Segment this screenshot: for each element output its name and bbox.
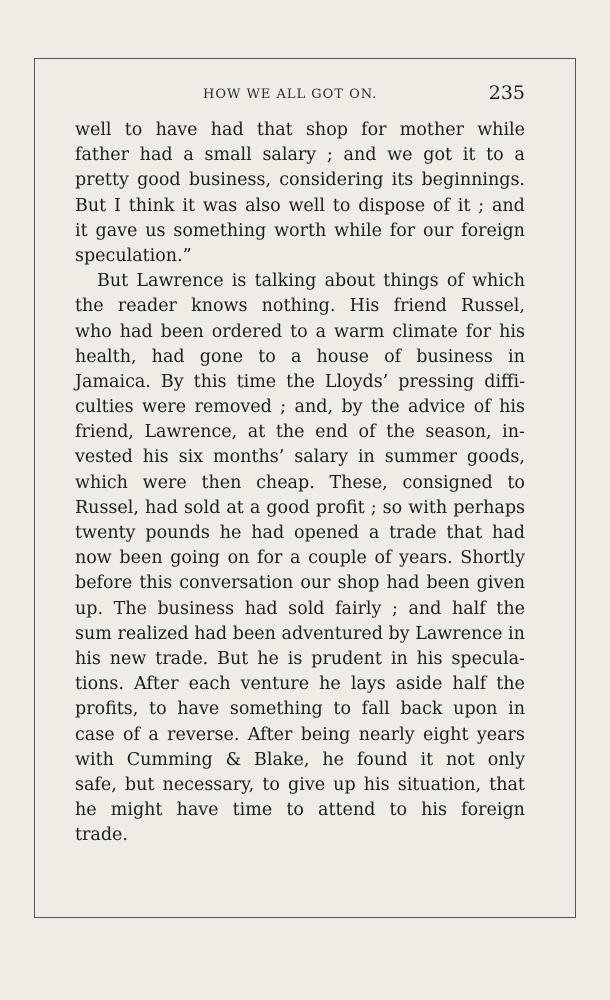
running-title: HOW WE ALL GOT ON. <box>203 87 378 102</box>
text-line: safe, but necessary, to give up his situation, that <box>75 774 525 795</box>
text-line: which were then cheap. These, consigned to <box>75 472 525 493</box>
text-line: sum realized had been adventured by Lawrence in <box>75 623 525 644</box>
text-line: his new trade. But he is prudent in his specula- <box>75 648 525 669</box>
text-line: Russel, had sold at a good profit ; so with perhaps <box>75 497 525 518</box>
text-line: friend, Lawrence, at the end of the season, in- <box>75 422 525 443</box>
text-line: pretty good business, considering its beginnings. <box>75 170 525 191</box>
text-line: now been going on for a couple of years. Shortly <box>75 548 525 569</box>
text-line: with Cumming & Blake, he found it not only <box>75 749 525 770</box>
text-line: case of a reverse. After being nearly eight years <box>75 724 525 745</box>
page-number: 235 <box>488 82 525 104</box>
text-line: tions. After each venture he lays aside half the <box>75 674 525 695</box>
text-line: vested his six months’ salary in summer goods, <box>75 447 525 468</box>
text-line: profits, to have something to fall back upon in <box>75 699 525 720</box>
text-line: culties were removed ; and, by the advice of his <box>75 397 525 418</box>
text-line: well to have had that shop for mother while <box>75 120 525 140</box>
text-line: But I think it was also well to dispose of it ; and <box>75 195 525 216</box>
text-line: father had a small salary ; and we got it to a <box>75 145 525 166</box>
text-line: who had been ordered to a warm climate for his <box>75 321 525 342</box>
text-line: trade. <box>75 825 128 846</box>
text-line: up. The business had sold fairly ; and half the <box>75 598 525 619</box>
text-line: Jamaica. By this time the Lloyds’ pressing diffi- <box>75 371 525 392</box>
body-text <box>75 118 525 848</box>
text-line: health, had gone to a house of business in <box>75 346 525 367</box>
text-line: the reader knows nothing. His friend Russel, <box>75 296 525 317</box>
text-line: he might have time to attend to his foreign <box>75 800 525 821</box>
text-line: it gave us something worth while for our foreign <box>75 220 525 241</box>
paragraph <box>75 118 525 269</box>
paragraph <box>75 269 525 848</box>
text-line: speculation.” <box>75 245 192 266</box>
text-line: before this conversation our shop had been given <box>75 573 525 594</box>
text-line: twenty pounds he had opened a trade that had <box>75 523 525 543</box>
running-header <box>75 82 525 106</box>
text-line: But Lawrence is talking about things of which <box>97 271 525 292</box>
